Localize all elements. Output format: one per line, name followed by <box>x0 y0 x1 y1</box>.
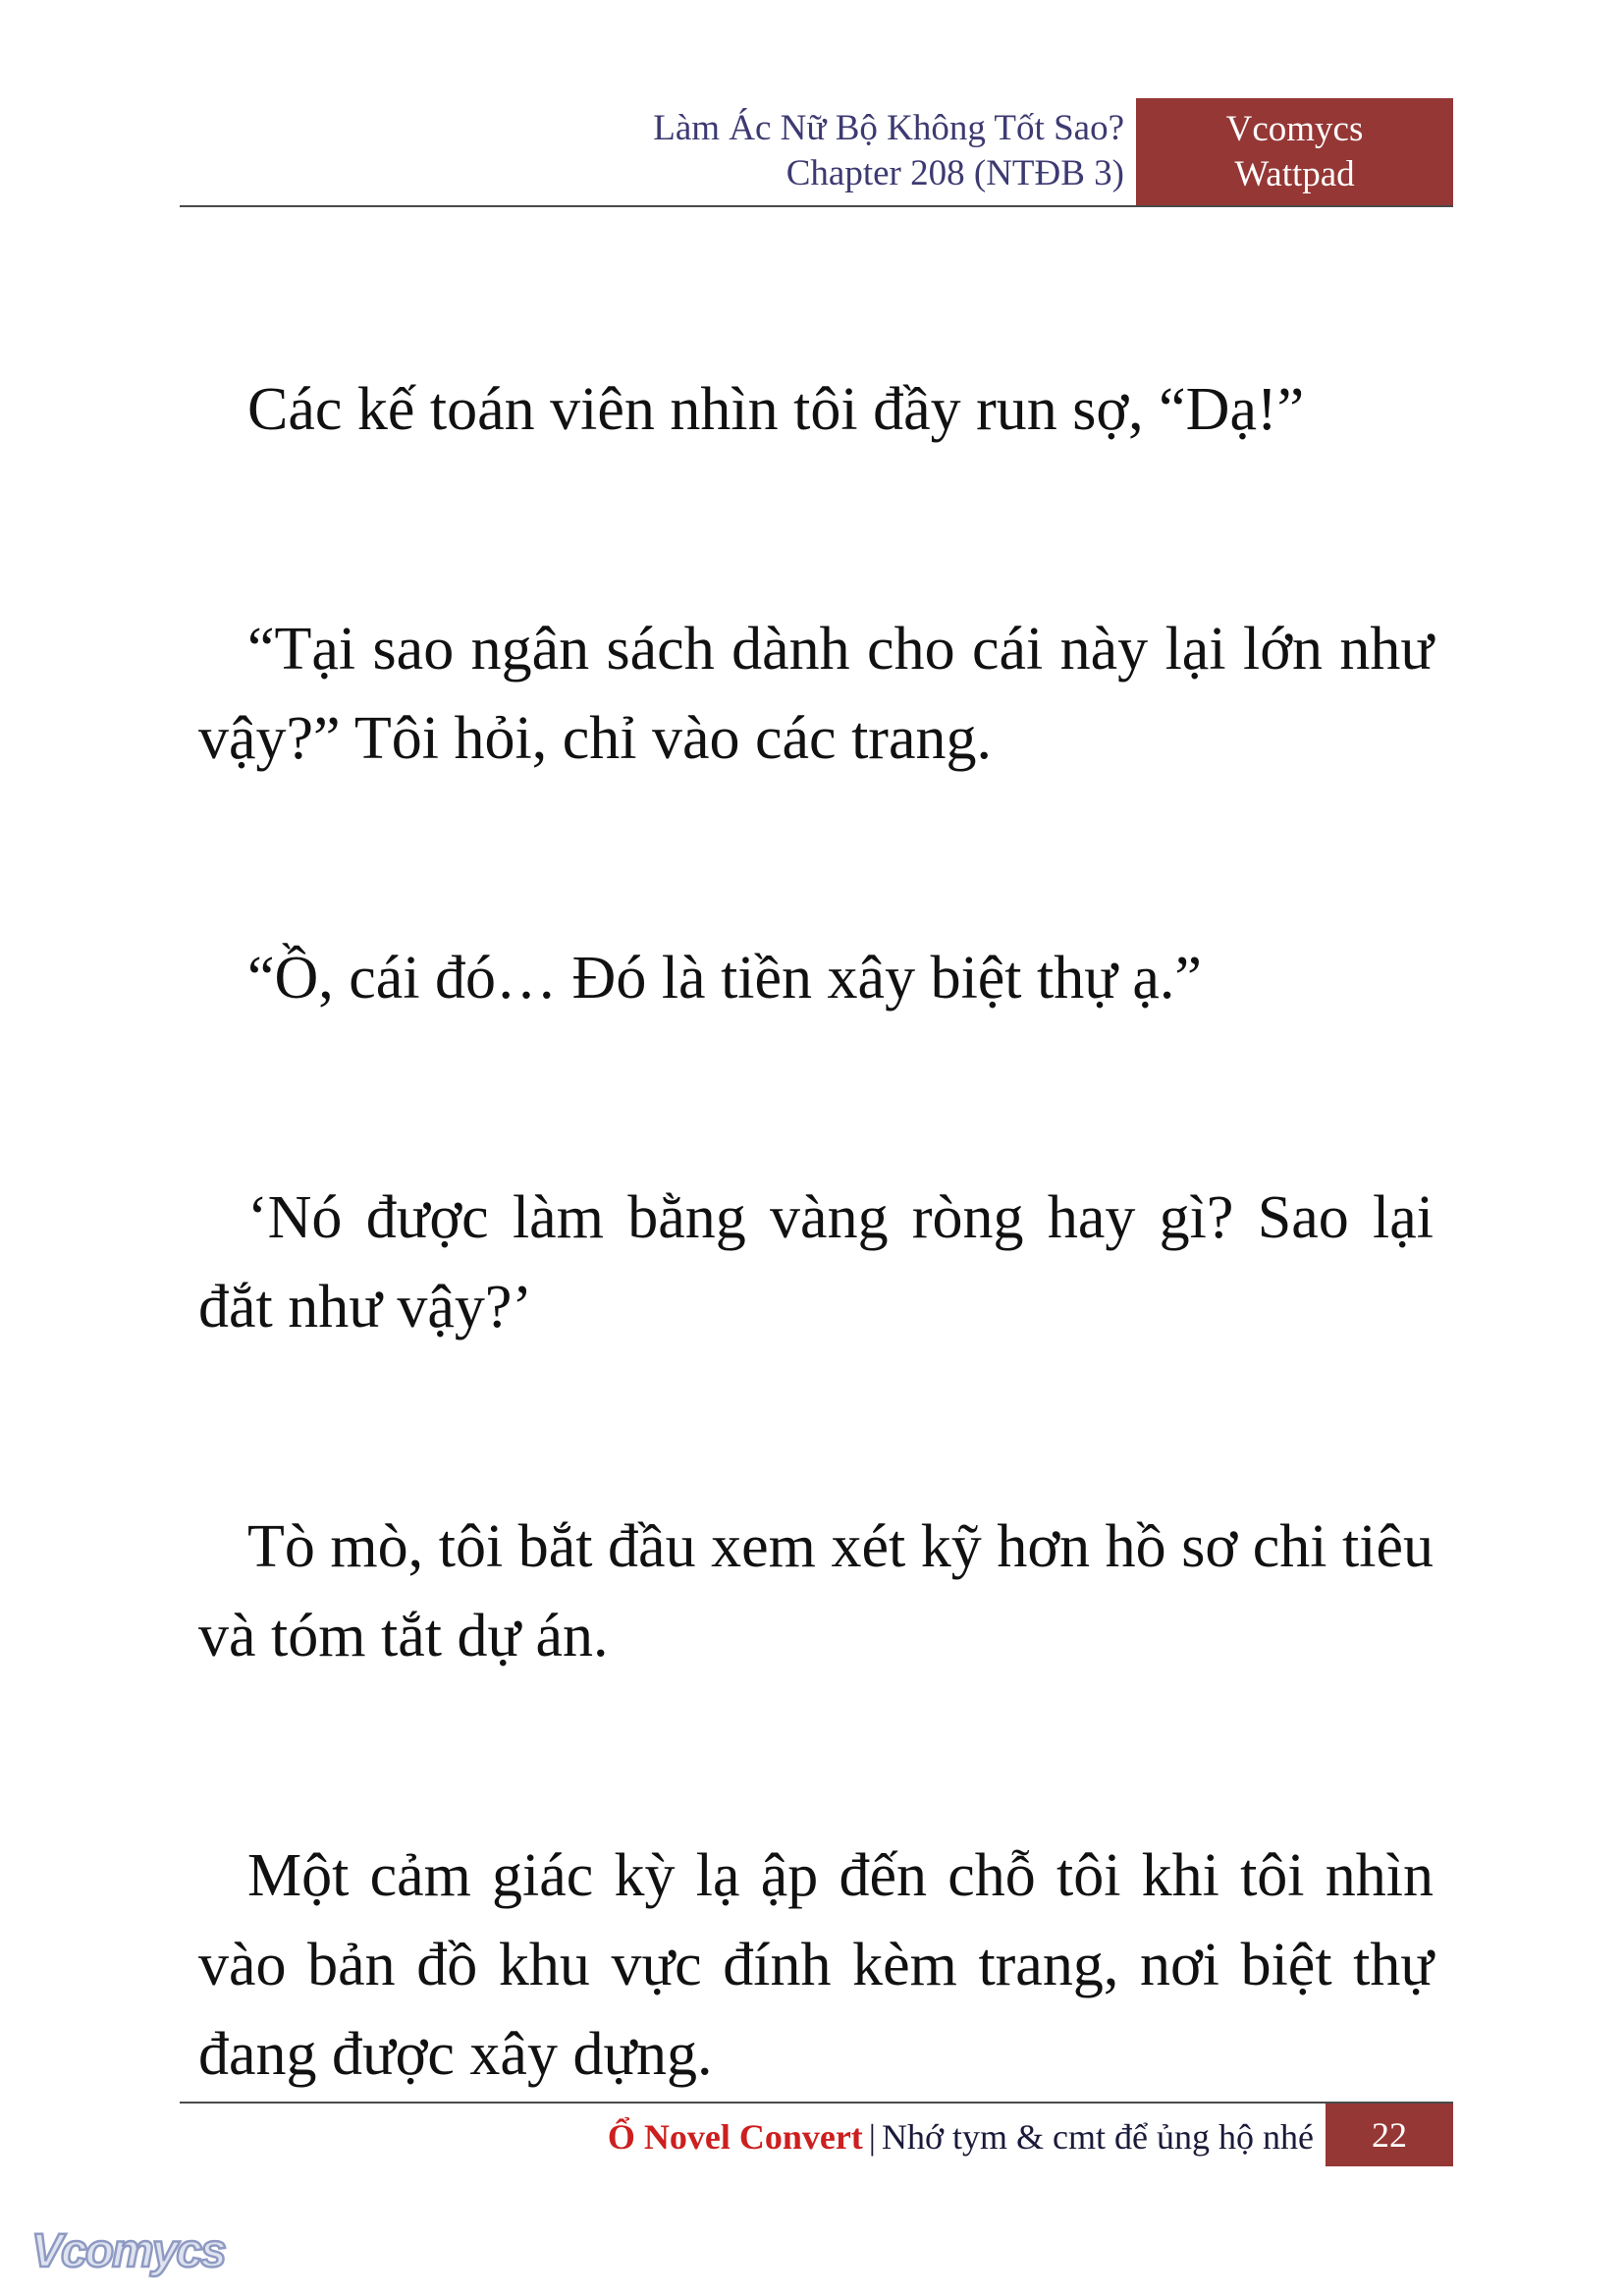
paragraph: ‘Nó được làm bằng vàng ròng hay gì? Sao lại đắt như vậy?’ <box>198 1184 1434 1340</box>
header-badge <box>1136 98 1453 206</box>
page-content <box>198 365 1434 2100</box>
footer-message: Nhớ tym & cmt để ủng hộ nhé <box>882 2117 1314 2157</box>
paragraph: Một cảm giác kỳ lạ ập đến chỗ tôi khi tôi nhìn vào bản đồ khu vực đính kèm trang, nơi biệt thự đang được xây dựng. <box>198 1842 1434 2088</box>
badge-platform: Wattpad <box>1234 154 1355 194</box>
badge-publisher: Vcomycs <box>1225 109 1364 149</box>
footer-separator: | <box>868 2117 877 2157</box>
header-divider <box>180 205 1453 207</box>
footer-brand: Ổ Novel Convert <box>607 2117 863 2157</box>
header-title <box>393 106 1124 196</box>
chapter-title: Chapter 208 (NTĐB 3) <box>785 153 1124 193</box>
footer-divider <box>180 2102 1453 2104</box>
paragraph: “Tại sao ngân sách dành cho cái này lại lớn như vậy?” Tôi hỏi, chỉ vào các trang. <box>198 616 1434 772</box>
book-title: Làm Ác Nữ Bộ Không Tốt Sao? <box>653 108 1124 148</box>
page-number: 22 <box>1326 2104 1453 2166</box>
paragraph: Tò mò, tôi bắt đầu xem xét kỹ hơn hồ sơ chi tiêu và tóm tắt dự án. <box>198 1513 1434 1669</box>
vcomycs-logo <box>27 2221 253 2280</box>
watermark-text: Vcomycs <box>31 2225 225 2277</box>
footer-text <box>412 2107 1314 2166</box>
paragraph: Các kế toán viên nhìn tôi đầy run sợ, “Dạ!” <box>247 376 1305 443</box>
paragraph: “Ồ, cái đó… Đó là tiền xây biệt thự ạ.” <box>247 945 1202 1011</box>
